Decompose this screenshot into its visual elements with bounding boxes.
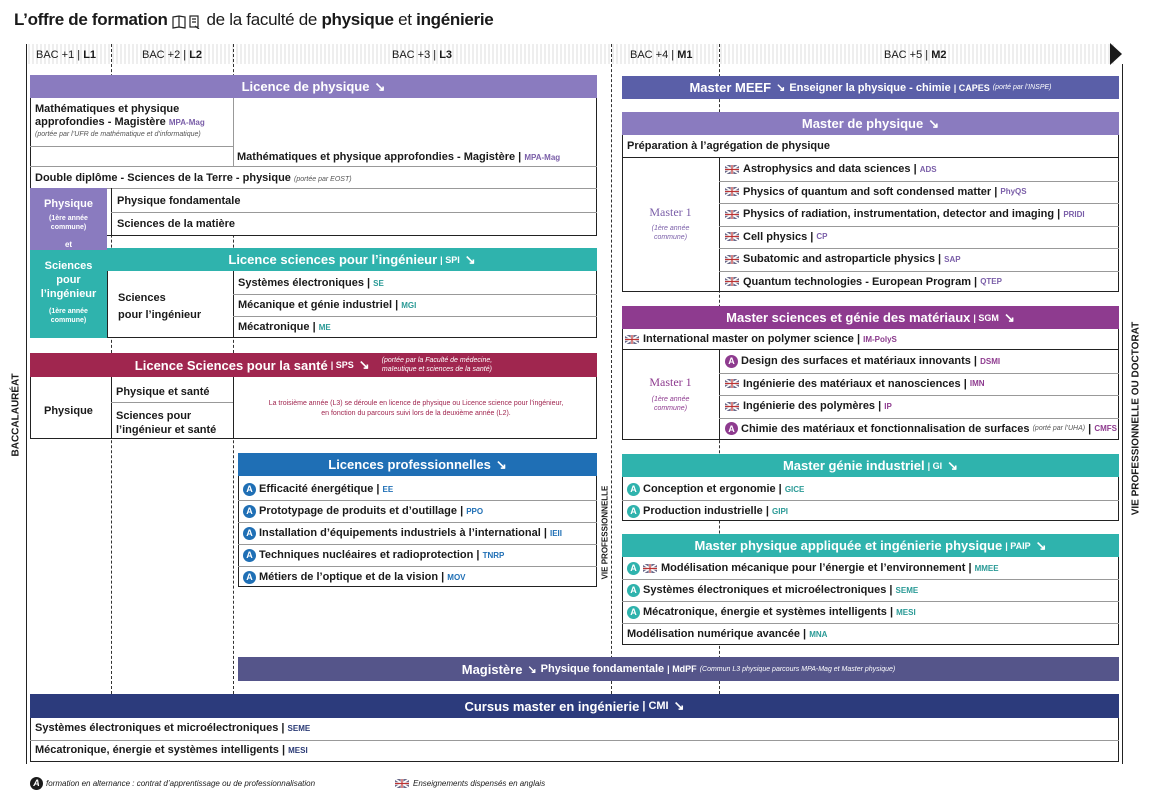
left-border-line [26, 44, 27, 764]
sante-desc: La troisième année (L3) se déroule en licence de physique ou Licence science pour l’ingénieur, en fonction du parcours suivi lors de la deuxième année (L2). [268, 400, 564, 417]
item-code: SEME [895, 585, 919, 595]
master-physique-header[interactable]: Master de physique ↘ [622, 112, 1119, 135]
item-code: PhyQS [1000, 187, 1027, 197]
item-label: Production industrielle [643, 505, 763, 517]
arrow-icon: ↘ [1003, 309, 1015, 325]
master-physique-item[interactable]: Physics of radiation, instrumentation, detector and imaging | PRIDI [725, 203, 1085, 226]
sante-vline-1 [111, 377, 112, 439]
lpro-item[interactable]: A Métiers de l’optique et de la vision | MOV [243, 566, 466, 588]
title-mid: de la faculté de [206, 10, 318, 29]
alternance-icon: A [243, 571, 256, 584]
item-label: Mécatronique, énergie et systèmes intelligents [643, 606, 887, 618]
uk-flag-icon [725, 232, 739, 241]
sgm-intl: International master on polymer science | IM-PolyS [625, 331, 897, 347]
cmi-item-mesi: Mécatronique, énergie et systèmes intelligents | MESI [35, 744, 308, 756]
item-label: Conception et ergonomie [643, 483, 776, 495]
item-label: Physics of quantum and soft condensed matter [743, 185, 992, 198]
master-physique-item[interactable]: Cell physics | CP [725, 226, 828, 249]
arrow-icon: ↘ [673, 698, 685, 713]
mpa-l3: Mathématiques et physique approfondies - Magistère | MPA-Mag [237, 151, 561, 163]
lpro-item[interactable]: A Efficacité énergétique | EE [243, 478, 393, 500]
mpa-note: (portée par l’UFR de mathématique et d’informatique) [35, 131, 201, 138]
year-M1: BAC +4 | M1 [630, 49, 693, 61]
mpa-line1: Mathématiques et physique [35, 103, 180, 115]
alternance-icon: A [243, 505, 256, 518]
title-and: et [398, 10, 412, 29]
master-paip-item[interactable]: Modélisation numérique avancée | MNA [627, 628, 828, 640]
item-label: Métiers de l’optique et de la vision [259, 571, 439, 583]
mp-m1-note: (1ère année commune) [651, 225, 690, 241]
title-physique: physique [321, 10, 394, 29]
connector-spi: Sciences pour l’ingénieur [40, 260, 97, 300]
sante-l2b: Sciences pour l’ingénieur et santé [116, 410, 217, 436]
parcours-physique-fondamentale: Physique fondamentale [117, 195, 241, 207]
uk-flag-icon [725, 255, 739, 264]
uk-flag-icon [395, 779, 409, 788]
master-paip-header[interactable]: Master physique appliquée et ingénierie physique | PAIP ↘ [622, 534, 1119, 557]
divider-l3-m1 [611, 44, 612, 694]
alternance-icon: A [627, 606, 640, 619]
item-code: SAP [944, 254, 961, 264]
arrow-icon: ↘ [1035, 537, 1047, 553]
alternance-icon: A [627, 584, 640, 597]
uk-flag-icon [725, 379, 739, 388]
master-sgm-item[interactable]: A Design des surfaces et matériaux innovants | DSMI [725, 350, 1000, 373]
master-paip-item[interactable]: A Mécatronique, énergie et systèmes intelligents | MESI [627, 601, 916, 623]
alternance-icon: A [627, 505, 640, 518]
alternance-icon: A [627, 562, 640, 575]
year-L1: BAC +1 | L1 [36, 49, 97, 61]
item-label: Modélisation mécanique pour l’énergie et l’environnement [661, 562, 966, 574]
mp-m1: Master 1 [649, 205, 692, 219]
arrow-icon: ↘ [947, 457, 959, 473]
item-label: Techniques nucléaires et radioprotection [259, 549, 474, 561]
lp-vline-mpa [233, 98, 234, 166]
item-code: CMFS [1094, 424, 1117, 434]
item-label: Ingénierie des matériaux et nanosciences [743, 377, 961, 390]
item-label: Cell physics [743, 230, 808, 243]
master-paip-item[interactable]: A Systèmes électroniques et microélectroniques | SEME [627, 579, 918, 601]
item-code: MOV [447, 572, 466, 582]
arrow-icon: ↘ [495, 456, 507, 472]
spi-mid: Sciences pour l’ingénieur [118, 292, 202, 321]
legend-uk: Enseignements dispensés en anglais [395, 776, 545, 790]
sgm-m1: Master 1 [649, 375, 692, 389]
books-icon [172, 14, 202, 28]
master-physique-item[interactable]: Quantum technologies - European Program | QTEP [725, 271, 1002, 294]
item-label: Astrophysics and data sciences [743, 163, 911, 176]
item-label: Systèmes électroniques et microélectroniques [643, 584, 887, 596]
master-sgm-header[interactable]: Master sciences et génie des matériaux | SGM ↘ [622, 306, 1119, 329]
licence-physique-header[interactable]: Licence de physique ↘ [30, 75, 597, 98]
lp-line-1 [30, 146, 233, 147]
item-code: MMEE [974, 563, 999, 573]
year-arrow [1110, 43, 1122, 65]
master-gi-item[interactable]: A Production industrielle | GIPI [627, 500, 788, 522]
label-baccalaureat: BACCALAURÉAT [10, 373, 22, 457]
spi-parcours-se: Systèmes électroniques | SE [238, 277, 384, 289]
uk-flag-icon [725, 165, 739, 174]
licences-pro-header[interactable]: Licences professionnelles ↘ [238, 453, 597, 476]
item-label: Installation d’équipements industriels à l’international [259, 527, 541, 539]
master-gi-item[interactable]: A Conception et ergonomie | GICE [627, 478, 804, 500]
legend-alternance: A formation en alternance : contrat d’apprentissage ou de professionnalisation [30, 776, 315, 790]
arrow-icon: ↘ [776, 82, 786, 94]
lpro-item[interactable]: A Installation d’équipements industriels à l’international | IEII [243, 522, 562, 544]
year-M2: BAC +5 | M2 [884, 49, 947, 61]
uk-flag-icon [725, 187, 739, 196]
master-physique-item[interactable]: Subatomic and astroparticle physics | SAP [725, 248, 961, 271]
master-meef-header[interactable]: Master MEEF ↘ Enseigner la physique - chimie | CAPES (porté par l’INSPE) [622, 76, 1119, 99]
arrow-icon: ↘ [928, 115, 940, 131]
uk-flag-icon [625, 335, 639, 344]
sante-l2a: Physique et santé [116, 386, 210, 398]
magistere-header[interactable]: Magistère ↘ Physique fondamentale | MdPF (Commun L3 physique parcours MPA-Mag et Master physique) [238, 657, 1119, 681]
prep-agregation: Préparation à l’agrégation de physique [627, 140, 830, 152]
spi-vline [233, 271, 234, 338]
alternance-icon: A [243, 483, 256, 496]
uk-flag-icon [725, 277, 739, 286]
mp-vline [719, 157, 720, 292]
alternance-icon: A [627, 483, 640, 496]
page-title [14, 10, 493, 30]
label-vie-pro-doctorat: VIE PROFESSIONNELLE OU DOCTORAT [1130, 321, 1142, 516]
parcours-sciences-matiere: Sciences de la matière [117, 218, 236, 230]
spi-parcours-mgi: Mécanique et génie industriel | MGI [238, 299, 417, 311]
alternance-icon: A [725, 355, 738, 368]
arrow-icon: ↘ [374, 78, 386, 94]
lp-line-3 [30, 188, 597, 189]
cmi-line [30, 740, 1119, 741]
alternance-icon: A [725, 422, 738, 435]
item-label: Quantum technologies - European Program [743, 275, 971, 288]
item-note: (porté par l’UHA) [1032, 425, 1086, 433]
licence-sante-header[interactable]: Licence Sciences pour la santé | SPS ↘ (portée par la Faculté de médecine, maïeutique et sciences de la santé) [30, 353, 597, 377]
licence-spi-header[interactable]: Licence sciences pour l’ingénieur | SPI ↘ [107, 248, 597, 271]
tronc-physique-note: (1ère année commune) [49, 215, 88, 231]
item-code: EE [382, 484, 394, 494]
lpro-item[interactable]: A Techniques nucléaires et radioprotection | TNRP [243, 544, 504, 566]
sante-line-1 [111, 402, 233, 403]
sante-vline-2 [233, 377, 234, 439]
item-label: Ingénierie des polymères [743, 400, 876, 413]
spi-line-1 [233, 294, 597, 295]
lpro-item[interactable]: A Prototypage de produits et d’outillage | PPO [243, 500, 483, 522]
item-code: MNA [809, 629, 828, 639]
master-sgm-item[interactable]: A Chimie des matériaux et fonctionnalisation de surfaces (porté par l’UHA) | CMFS [725, 418, 1117, 441]
year-L3: BAC +3 | L3 [392, 49, 453, 61]
right-border-line [1122, 64, 1123, 764]
item-code: QTEP [980, 277, 1002, 287]
tronc-physique: Physique [44, 198, 93, 210]
item-label: Physics of radiation, instrumentation, detector and imaging [743, 208, 1055, 221]
item-code: PPO [466, 506, 484, 516]
master-physique-item[interactable]: Astrophysics and data sciences | ADS [725, 158, 937, 181]
alternance-icon: A [243, 549, 256, 562]
arrow-icon: ↘ [358, 357, 370, 372]
item-code: GIPI [772, 506, 789, 516]
alternance-icon: A [30, 777, 43, 790]
item-label: Subatomic and astroparticle physics [743, 253, 935, 266]
item-code: CP [816, 232, 828, 242]
title-pre: L’offre de formation [14, 10, 168, 29]
item-label: Chimie des matériaux et fonctionnalisation de surfaces [741, 422, 1030, 435]
master-paip-item[interactable]: A Modélisation mécanique pour l’énergie et l’environnement | MMEE [627, 557, 999, 579]
double-diplome: Double diplôme - Sciences de la Terre - physique (portée par EOST) [35, 172, 352, 184]
item-code: DSMI [980, 356, 1001, 366]
arrow-icon: ↘ [464, 251, 476, 267]
master-sgm-item[interactable]: Ingénierie des polymères | IP [725, 395, 892, 418]
alternance-icon: A [243, 527, 256, 540]
sante-left: Physique [44, 405, 93, 417]
lp-line-4 [111, 212, 597, 213]
item-label: Modélisation numérique avancée [627, 628, 800, 640]
item-code: PRIDI [1063, 209, 1085, 219]
lp-line-2 [30, 166, 597, 167]
master-gi-header[interactable]: Master génie industriel | GI ↘ [622, 454, 1119, 477]
master-sgm-item[interactable]: Ingénierie des matériaux et nanosciences | IMN [725, 373, 985, 396]
uk-flag-icon [725, 210, 739, 219]
item-code: IEII [549, 528, 562, 538]
title-ingenierie: ingénierie [416, 10, 494, 29]
cmi-header[interactable]: Cursus master en ingénierie | CMI ↘ [30, 694, 1119, 718]
master-physique-item[interactable]: Physics of quantum and soft condensed matter | PhyQS [725, 181, 1027, 204]
connector-et: et [30, 240, 107, 250]
connector-note: (1ère année commune) [49, 308, 88, 324]
item-code: IMN [969, 379, 985, 389]
item-code: ADS [919, 164, 937, 174]
item-label: Prototypage de produits et d’outillage [259, 505, 458, 517]
item-code: TNRP [482, 550, 505, 560]
spi-parcours-me: Mécatronique | ME [238, 321, 331, 333]
cmi-item-seme: Systèmes électroniques et microélectroniques | SEME [35, 722, 311, 734]
label-vie-pro: VIE PROFESSIONNELLE [600, 485, 610, 580]
year-L2: BAC +2 | L2 [142, 49, 203, 61]
sgm-m1-note: (1ère année commune) [651, 396, 690, 412]
item-code: MESI [896, 607, 916, 617]
item-code: GICE [784, 484, 805, 494]
uk-flag-icon [643, 564, 657, 573]
item-label: Design des surfaces et matériaux innovants [741, 355, 971, 368]
item-label: Efficacité énergétique [259, 483, 374, 495]
uk-flag-icon [725, 402, 739, 411]
spi-line-2 [233, 316, 597, 317]
mpa-line2: approfondies - Magistère MPA-Mag [35, 116, 205, 128]
arrow-icon: ↘ [527, 663, 537, 676]
item-code: IP [884, 401, 892, 411]
